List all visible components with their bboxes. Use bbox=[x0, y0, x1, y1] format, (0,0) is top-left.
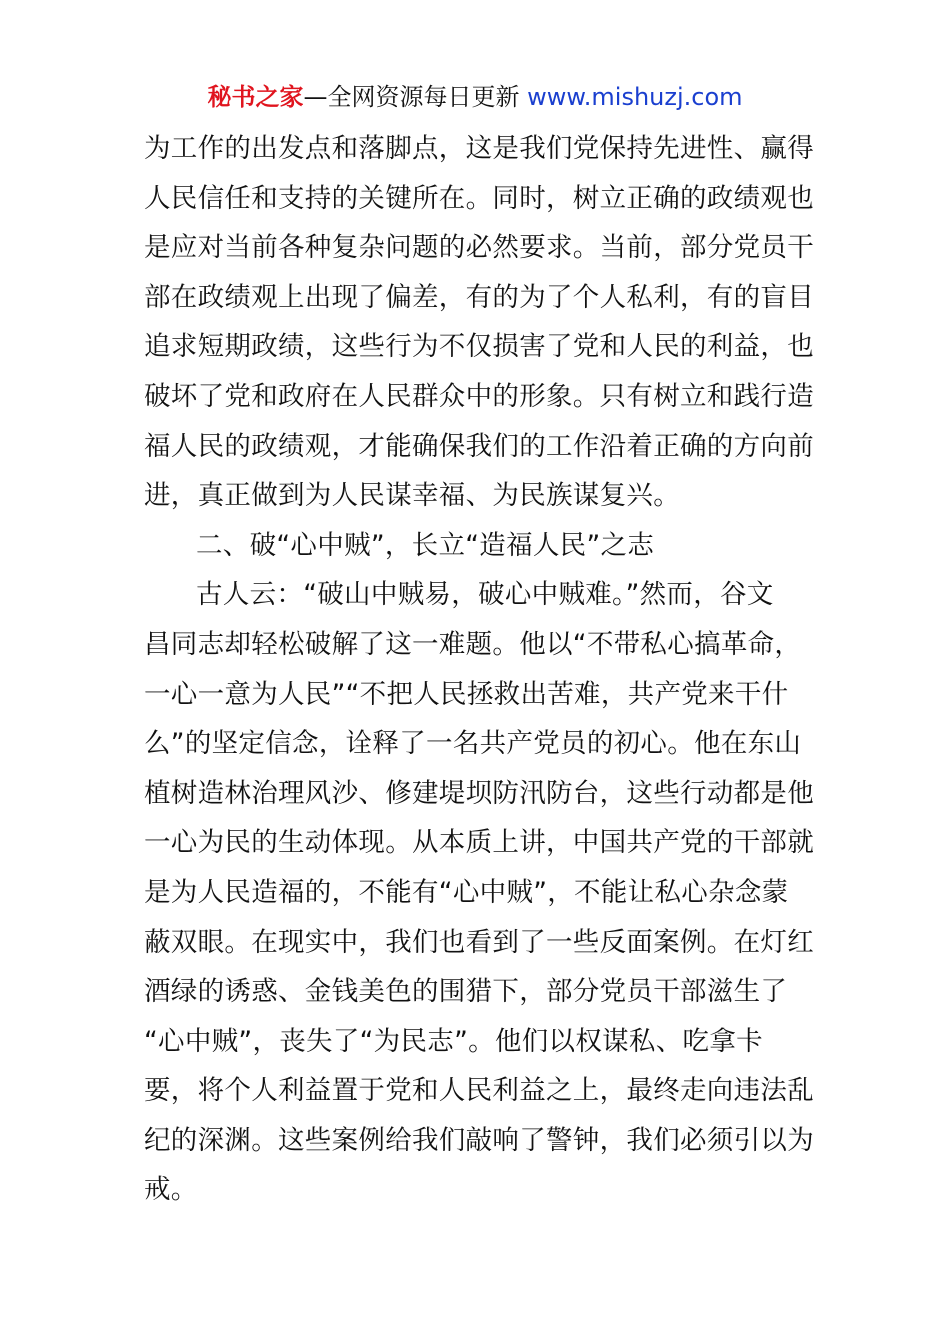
header-url[interactable]: www.mishuzj.com bbox=[527, 83, 743, 111]
text-line: 古人云：“破山中贼易，破心中贼难。”然而，谷文 bbox=[196, 579, 774, 611]
text-line: 么”的坚定信念，诠释了一名共产党员的初心。他在东山 bbox=[144, 728, 802, 760]
page-header bbox=[0, 80, 950, 114]
text-line: 戒。 bbox=[144, 1174, 198, 1206]
text-line: 进，真正做到为人民谋幸福、为民族谋复兴。 bbox=[144, 480, 680, 512]
text-line: 昌同志却轻松破解了这一难题。他以“不带私心搞革命， bbox=[144, 628, 802, 660]
text-line: 是为人民造福的，不能有“心中贼”，不能让私心杂念蒙 bbox=[144, 876, 789, 908]
text-line: 是应对当前各种复杂问题的必然要求。当前，部分党员干 bbox=[144, 232, 814, 264]
text-line: 部在政绩观上出现了偏差，有的为了个人私利，有的盲目 bbox=[144, 281, 814, 313]
text-line: 植树造林治理风沙、修建堤坝防汛防台，这些行动都是他 bbox=[144, 777, 814, 809]
text-line: 一心为民的生动体现。从本质上讲，中国共产党的干部就 bbox=[144, 827, 814, 859]
text-line: 人民信任和支持的关键所在。同时，树立正确的政绩观也 bbox=[144, 182, 814, 214]
text-line: 破坏了党和政府在人民群众中的形象。只有树立和践行造 bbox=[144, 380, 814, 412]
document-body bbox=[144, 124, 814, 1215]
text-line: 为工作的出发点和落脚点，这是我们党保持先进性、赢得 bbox=[144, 133, 814, 164]
text-line: 追求短期政绩，这些行为不仅损害了党和人民的利益，也 bbox=[144, 331, 814, 363]
header-tagline: —全网资源每日更新 bbox=[303, 83, 520, 111]
text-line: 酒绿的诱惑、金钱美色的围猎下，部分党员干部滋生了 bbox=[144, 976, 788, 1008]
text-line: 要，将个人利益置于党和人民利益之上，最终走向违法乱 bbox=[144, 1075, 814, 1107]
header-brand: 秘书之家 bbox=[207, 83, 304, 111]
section-heading: 二、破“心中贼”，长立“造福人民”之志 bbox=[196, 529, 655, 561]
text-line: 福人民的政绩观，才能确保我们的工作沿着正确的方向前 bbox=[144, 430, 814, 462]
text-line: “心中贼”，丧失了“为民志”。他们以权谋私、吃拿卡 bbox=[144, 1025, 763, 1057]
text-line: 一心一意为人民”“不把人民拯救出苦难，共产党来干什 bbox=[144, 678, 789, 710]
text-line: 蔽双眼。在现实中，我们也看到了一些反面案例。在灯红 bbox=[144, 926, 814, 958]
text-line: 纪的深渊。这些案例给我们敲响了警钟，我们必须引以为 bbox=[144, 1124, 814, 1156]
